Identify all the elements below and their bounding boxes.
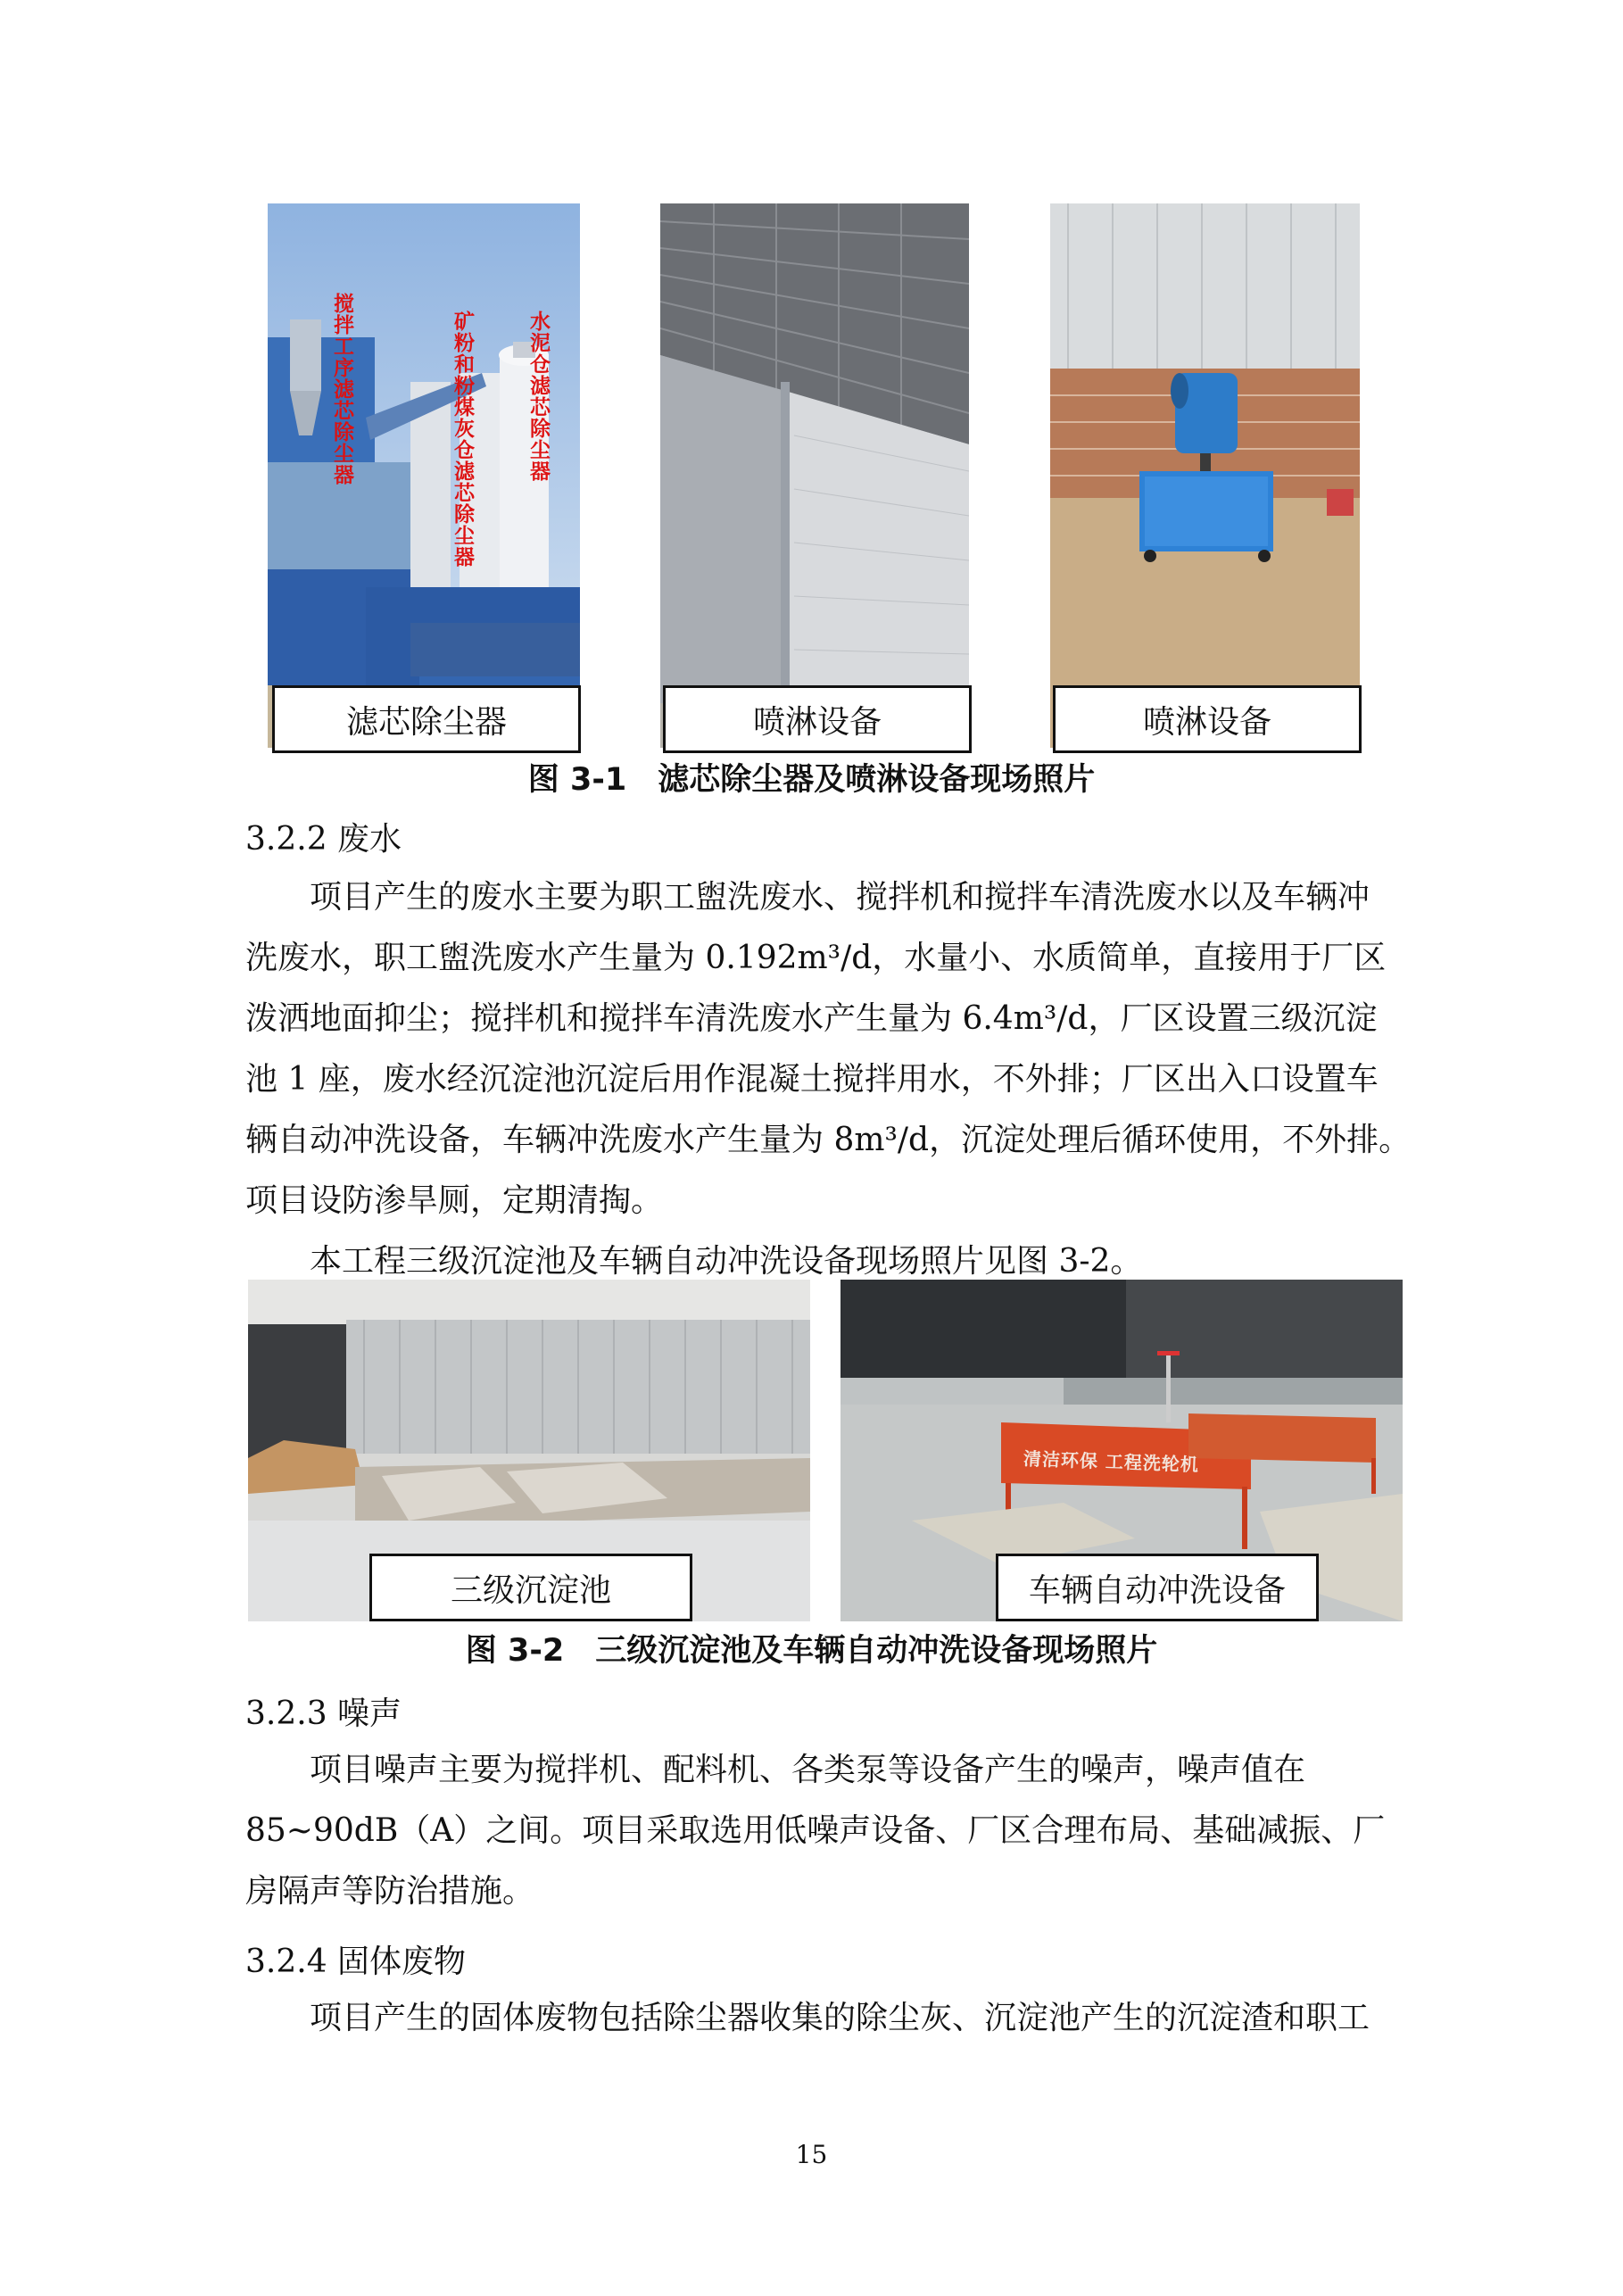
photo-spray-shed	[660, 203, 969, 748]
section-324-heading: 3.2.4 固体废物	[245, 1944, 467, 1980]
paragraph-line: 房隔声等防治措施。	[245, 1873, 535, 1910]
paragraph-line: 洗废水，职工盥洗废水产生量为 0.192m³/d，水量小、水质简单，直接用于厂区	[245, 940, 1387, 976]
section-322-heading: 3.2.2 废水	[245, 821, 402, 858]
paragraph-line: 泼洒地面抑尘；搅拌机和搅拌车清洗废水产生量为 6.4m³/d，厂区设置三级沉淀	[245, 1000, 1378, 1037]
section-323-heading: 3.2.3 噪声	[245, 1695, 402, 1732]
fig2-photo1-label: 三级沉淀池	[369, 1554, 692, 1621]
paragraph-line: 85~90dB（A）之间。项目采取选用低噪声设备、厂区合理布局、基础减振、厂	[245, 1812, 1386, 1849]
paragraph-line: 项目产生的废水主要为职工盥洗废水、搅拌机和搅拌车清洗废水以及车辆冲	[310, 879, 1370, 916]
paragraph-line: 项目产生的固体废物包括除尘器收集的除尘灰、沉淀池产生的沉淀渣和职工	[310, 2000, 1370, 2036]
annotation-mixing-filter: 搅拌工序滤芯除尘器	[330, 293, 353, 485]
photo-filter-dust-collector	[268, 203, 580, 748]
figure1-caption: 图 3-1 滤芯除尘器及喷淋设备现场照片	[527, 762, 1096, 798]
fig2-photo2-label: 车辆自动冲洗设备	[996, 1554, 1319, 1621]
paragraph-line: 辆自动冲洗设备，车辆冲洗废水产生量为 8m³/d，沉淀处理后循环使用，不外排。	[245, 1122, 1412, 1158]
photo2-label: 喷淋设备	[663, 685, 972, 753]
photo3-label: 喷淋设备	[1053, 685, 1362, 753]
section-322-paragraph	[245, 867, 1412, 1292]
paragraph-line: 项目设防渗旱厕，定期清掏。	[245, 1182, 664, 1219]
section-324-paragraph	[245, 1988, 1392, 2049]
annotation-powder-silo-filter: 矿粉和粉煤灰仓滤芯除尘器	[451, 311, 474, 568]
wheel-washer-sign-text: 清洁环保 工程洗轮机	[1023, 1447, 1200, 1476]
photo-fog-cannon	[1050, 203, 1360, 748]
photo1-label: 滤芯除尘器	[272, 685, 581, 753]
section-323-paragraph	[245, 1740, 1392, 1922]
paragraph-line: 项目噪声主要为搅拌机、配料机、各类泵等设备产生的噪声，噪声值在	[310, 1752, 1306, 1788]
page-number: 15	[795, 2140, 828, 2169]
figure2-caption: 图 3-2 三级沉淀池及车辆自动冲洗设备现场照片	[465, 1633, 1158, 1669]
paragraph-line: 本工程三级沉淀池及车辆自动冲洗设备现场照片见图 3-2。	[310, 1243, 1143, 1280]
annotation-cement-silo-filter: 水泥仓滤芯除尘器	[526, 311, 550, 482]
paragraph-line: 池 1 座，废水经沉淀池沉淀后用作混凝土搅拌用水，不外排；厂区出入口设置车	[245, 1061, 1379, 1098]
